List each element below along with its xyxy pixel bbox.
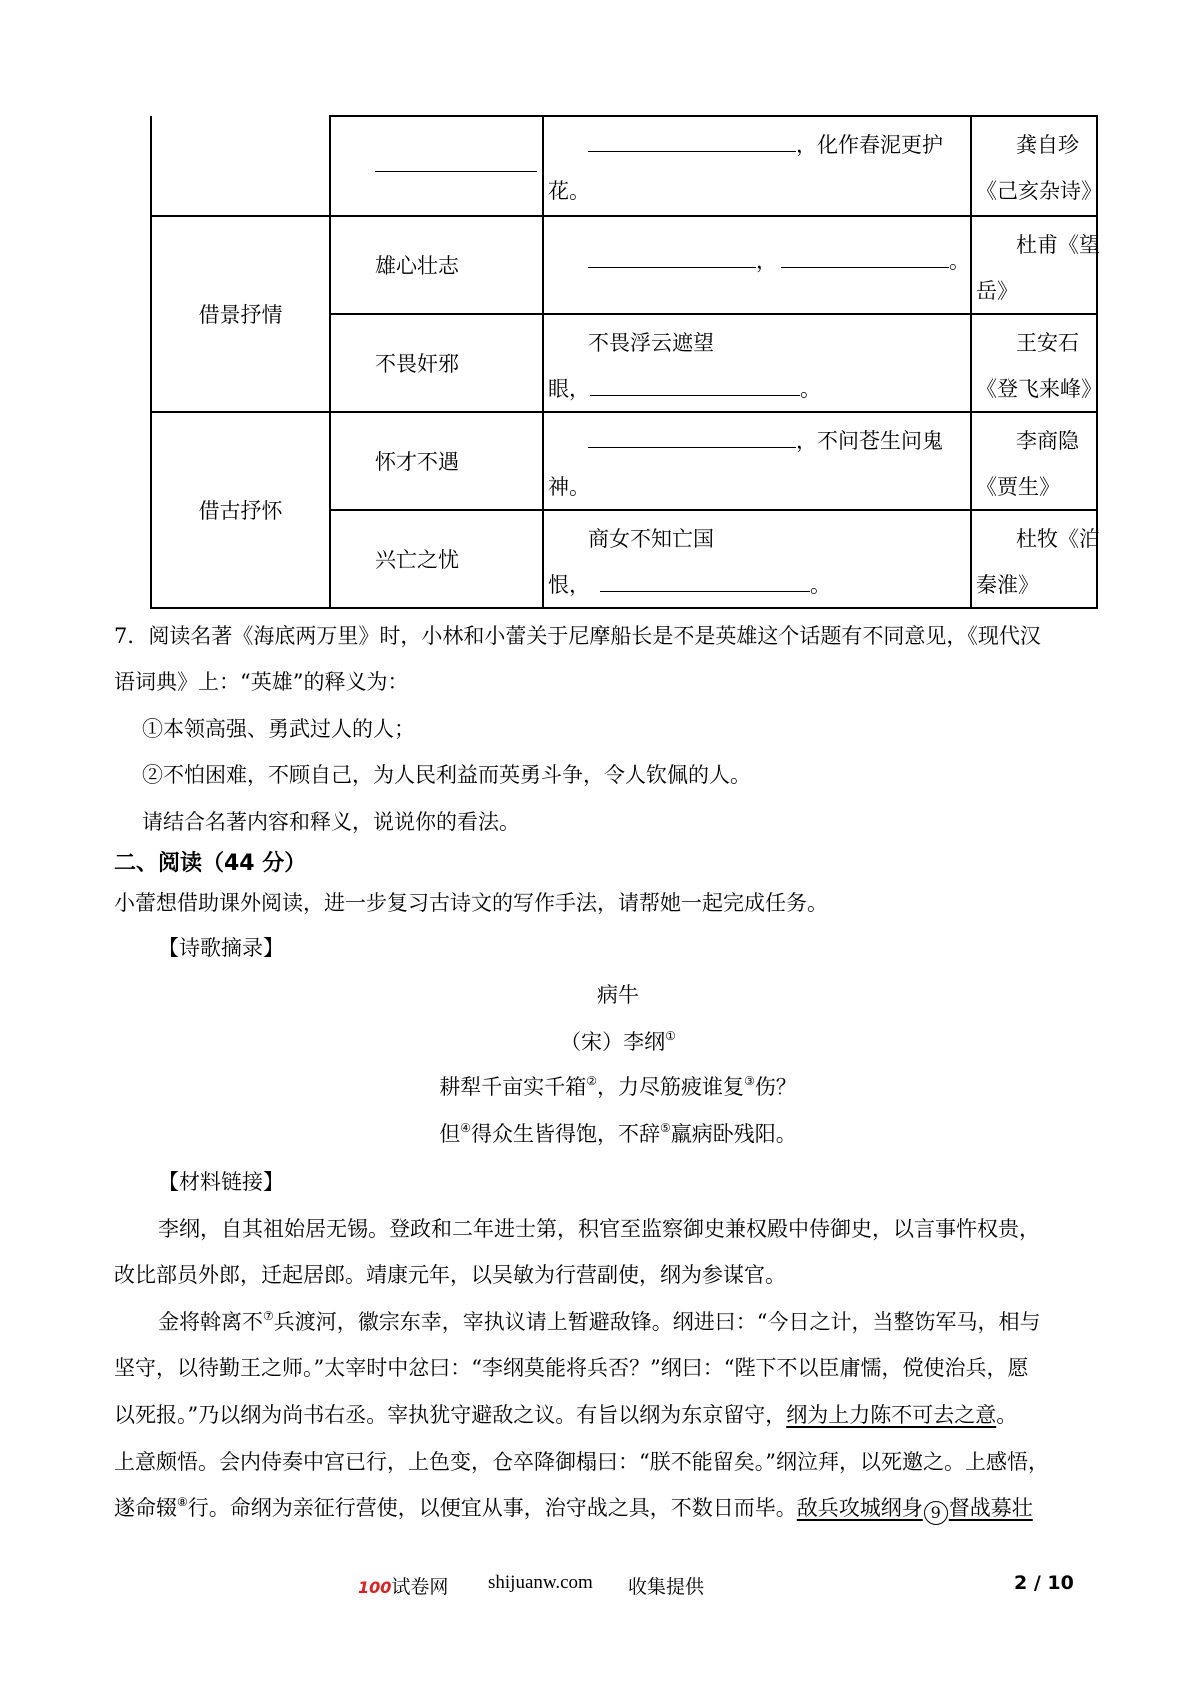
work-title: 《己亥杂诗》 — [976, 179, 1102, 203]
author-name: 李商隐 — [1016, 429, 1079, 453]
theme-cell: 雄心壮志 — [330, 216, 543, 314]
category-cell: 借古抒怀 — [151, 412, 330, 608]
theme-answer-blank[interactable] — [375, 171, 537, 172]
paragraph-text: 行。命纲为亲征行营使，以便宜从事，治守战之具，不数日而毕。 — [187, 1496, 797, 1520]
verse-text: 。 — [810, 573, 831, 597]
material-label: 【材料链接】 — [158, 1170, 284, 1194]
paragraph-text: 以死报。”乃以纲为尚书右丞。宰执犹守避敌之议。有旨以纲为东京留守， — [114, 1403, 787, 1427]
verse-answer-blank[interactable] — [588, 129, 796, 152]
footnote-marker: ⑤ — [660, 1121, 671, 1135]
site-name: 试卷网 — [391, 1576, 449, 1598]
footnote-marker: ② — [586, 1074, 597, 1088]
poem-text: 羸病卧残阳。 — [670, 1122, 797, 1146]
verse-text: ，化作春泥更护 — [796, 133, 943, 157]
verse-text: 商女不知亡国 — [588, 527, 714, 551]
author-name: 王安石 — [1016, 331, 1079, 355]
verse-text: 花。 — [548, 179, 590, 203]
paragraph-text: 兵渡河，徽宗东幸，宰执议请上暂避敌锋。纲进曰：“今日之计，当整饬军马，相与 — [273, 1310, 1041, 1334]
poem-title: 病牛 — [597, 983, 639, 1007]
source-cell — [971, 510, 1100, 608]
paragraph-text: 遂命辍 — [114, 1496, 177, 1520]
theme-cell: 兴亡之忧 — [330, 510, 543, 608]
underlined-sentence: 督战募壮 — [948, 1496, 1033, 1520]
verse-cell — [543, 116, 971, 216]
footnote-marker: ⑦ — [263, 1309, 274, 1323]
poem-text: 得众生皆得饱，不辞 — [471, 1122, 660, 1146]
verse-answer-blank[interactable] — [588, 425, 796, 448]
poetry-table — [150, 115, 1102, 609]
table-row — [151, 116, 1097, 216]
section-intro: 小蕾想借助课外阅读，进一步复习古诗文的写作手法，请帮她一起完成任务。 — [114, 891, 828, 915]
verse-text: 不畏浮云遮望 — [588, 331, 714, 355]
paragraph-line: 改比部员外郎，迁起居郎。靖康元年，以吴敏为行营副使，纲为参谋官。 — [114, 1263, 786, 1287]
work-title: 岳》 — [976, 279, 1018, 303]
theme-cell-blank — [330, 116, 543, 216]
paragraph-line: 上意颇悟。会内侍奏中宫已行，上色变，仓卒降御榻曰：“朕不能留矣。”纲泣拜，以死邀之。上感悟， — [114, 1450, 1049, 1474]
category-cell-empty — [151, 116, 330, 216]
paragraph-text: 。 — [996, 1403, 1018, 1427]
question-7-text: 语词典》上：“英雄”的释义为： — [114, 670, 409, 694]
verse-answer-blank[interactable] — [588, 245, 756, 268]
verse-cell — [543, 412, 971, 510]
definition-item: ①本领高强、勇武过人的人； — [142, 717, 415, 741]
verse-text: 。 — [800, 377, 821, 401]
circled-number-marker: 9 — [924, 1501, 948, 1525]
question-prompt: 请结合名著内容和释义，说说你的看法。 — [142, 810, 520, 834]
verse-cell — [543, 510, 971, 608]
verse-text: ，不问苍生问鬼 — [796, 429, 943, 453]
theme-cell: 怀才不遇 — [330, 412, 543, 510]
paragraph-line — [158, 1309, 1041, 1334]
author-name: 龚自珍 — [1016, 133, 1079, 157]
source-cell — [971, 314, 1102, 412]
table-row — [151, 216, 1097, 314]
footnote-marker: ④ — [460, 1121, 471, 1135]
verse-text: ， — [756, 249, 777, 273]
verse-answer-blank[interactable] — [590, 373, 800, 396]
verse-answer-blank[interactable] — [600, 569, 810, 592]
footnote-marker: ③ — [744, 1074, 755, 1088]
verse-cell — [543, 314, 971, 412]
paragraph-line: 坚守，以待勤王之师。”太宰时中忿曰：“李纲莫能将兵否？”纲曰：“陛下不以臣庸懦，傥使治兵，愿 — [114, 1356, 1029, 1380]
poem-text: 耕犁千亩实千箱 — [439, 1075, 587, 1099]
work-title: 秦淮》 — [976, 573, 1039, 597]
footer-credit: 收集提供 — [628, 1576, 705, 1598]
question-7-text: 7．阅读名著《海底两万里》时，小林和小蕾关于尼摩船长是不是英雄这个话题有不同意见，《现代汉 — [114, 624, 1041, 648]
poem-author — [0, 1029, 1191, 1054]
category-cell: 借景抒情 — [151, 216, 330, 412]
work-title: 《贾生》 — [976, 475, 1060, 499]
work-title: 《登飞来峰》 — [976, 377, 1102, 401]
theme-cell: 不畏奸邪 — [330, 314, 543, 412]
site-logo-icon: 100 — [358, 1578, 392, 1597]
verse-cell — [543, 216, 971, 314]
underlined-sentence: 敌兵攻城纲身 — [796, 1496, 923, 1520]
source-cell — [971, 216, 1100, 314]
poem-line — [0, 1121, 1191, 1146]
underlined-sentence: 纲为上力陈不可去之意 — [786, 1403, 997, 1427]
paragraph-text: 金将斡离不 — [158, 1310, 263, 1334]
poem-text: 伤？ — [754, 1075, 797, 1099]
verse-text: 眼， — [548, 377, 590, 401]
definition-item: ②不怕困难，不顾自己，为人民利益而英勇斗争，令人钦佩的人。 — [142, 763, 751, 787]
author-name: 杜甫《望 — [1016, 233, 1100, 257]
author-name: 杜牧《泊 — [1016, 527, 1100, 551]
source-cell — [971, 116, 1102, 216]
paragraph-line: 李纲，自其祖始居无锡。登政和二年进士第，积官至监察御史兼权殿中侍御史，以言事忤权贵， — [158, 1217, 1040, 1241]
footer-brand — [358, 1572, 448, 1599]
poem-line — [0, 1074, 1191, 1099]
paragraph-line — [114, 1405, 1017, 1426]
footer-url[interactable]: shijuanw.com — [488, 1572, 593, 1593]
verse-answer-blank[interactable] — [781, 245, 949, 268]
verse-text: 神。 — [548, 475, 590, 499]
verse-text: 。 — [949, 249, 970, 273]
excerpt-label: 【诗歌摘录】 — [158, 936, 284, 960]
table-row — [151, 412, 1097, 510]
source-cell — [971, 412, 1097, 510]
page-number: 2 / 10 — [1014, 1572, 1074, 1594]
paragraph-line — [114, 1495, 1033, 1525]
footnote-marker: ① — [665, 1029, 676, 1043]
section-heading: 二、阅读（44 分） — [114, 851, 307, 876]
poem-text: 但 — [439, 1122, 461, 1146]
verse-text: 恨， — [548, 573, 590, 597]
footnote-marker: ⑧ — [177, 1495, 188, 1509]
poem-author-text: （宋）李纲 — [560, 1030, 666, 1054]
poem-text: ，力尽筋疲谁复 — [597, 1075, 744, 1099]
